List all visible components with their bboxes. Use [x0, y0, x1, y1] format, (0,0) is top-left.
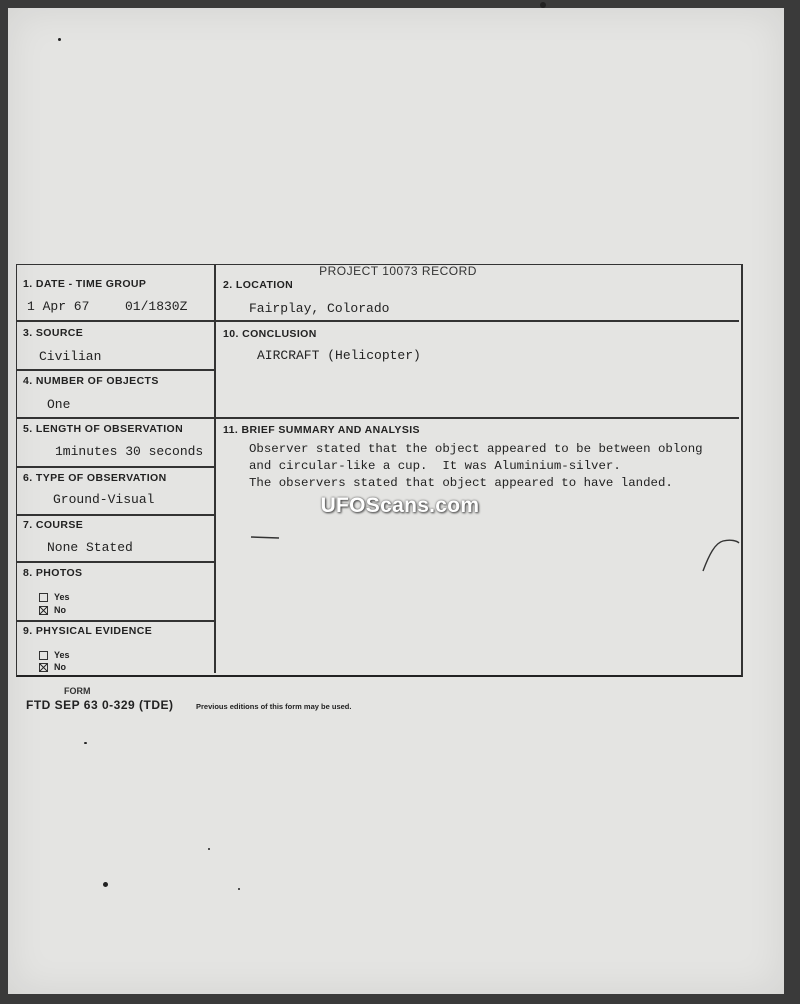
photos-yes-option: [39, 592, 70, 602]
course-value: None Stated: [47, 540, 133, 555]
location-label: 2. LOCATION: [223, 279, 294, 291]
photos-no-option: [39, 605, 66, 615]
evidence-no-checkbox: [39, 663, 48, 672]
summary-line-2: and circular-like a cup. It was Aluminium-silver.: [249, 459, 621, 473]
speck: [540, 2, 546, 8]
summary-line-3: The observers stated that object appeared to have landed.: [249, 476, 673, 490]
length-label: 5. LENGTH OF OBSERVATION: [23, 423, 184, 435]
speck: [84, 742, 87, 744]
evidence-label: 9. PHYSICAL EVIDENCE: [23, 625, 153, 637]
source-label: 3. SOURCE: [23, 327, 84, 339]
speck: [103, 882, 108, 887]
row-divider: [17, 620, 215, 622]
evidence-yes-label: Yes: [54, 650, 70, 660]
course-label: 7. COURSE: [23, 519, 84, 531]
speck: [208, 848, 210, 850]
photos-no-label: No: [54, 605, 66, 615]
row-divider: [17, 417, 739, 419]
speck: [238, 888, 240, 890]
photos-label: 8. PHOTOS: [23, 567, 83, 579]
location-value: Fairplay, Colorado: [249, 301, 390, 316]
record-form: [16, 264, 743, 677]
source-value: Civilian: [39, 349, 102, 364]
row-divider: [17, 514, 215, 516]
type-label: 6. TYPE OF OBSERVATION: [23, 472, 167, 484]
summary-label: 11. BRIEF SUMMARY AND ANALYSIS: [223, 424, 420, 436]
conclusion-value: AIRCRAFT (Helicopter): [257, 348, 421, 363]
date-value: 1 Apr 67: [27, 299, 90, 314]
evidence-no-option: [39, 662, 66, 672]
row-divider: [17, 320, 739, 322]
row-divider: [17, 466, 215, 468]
photos-yes-label: Yes: [54, 592, 70, 602]
conclusion-label: 10. CONCLUSION: [223, 328, 317, 340]
objects-label: 4. NUMBER OF OBJECTS: [23, 375, 159, 387]
date-time-label: 1. DATE - TIME GROUP: [23, 278, 147, 290]
row-divider: [17, 369, 215, 371]
photos-yes-checkbox: [39, 593, 48, 602]
pen-mark: [249, 533, 283, 541]
time-value: 01/1830Z: [125, 299, 188, 314]
footer-form-word: FORM: [64, 686, 91, 696]
evidence-no-label: No: [54, 662, 66, 672]
objects-value: One: [47, 397, 71, 412]
project-record-title: PROJECT 10073 RECORD: [319, 264, 477, 278]
evidence-yes-option: [39, 650, 70, 660]
watermark: UFOScans.com: [320, 494, 480, 517]
length-value: 1minutes 30 seconds: [55, 444, 204, 459]
footer-note: Previous editions of this form may be used.: [196, 702, 352, 711]
footer-form-id: FTD SEP 63 0-329 (TDE): [26, 698, 174, 712]
type-value: Ground-Visual: [53, 492, 155, 507]
speck: [58, 38, 61, 41]
column-divider: [214, 265, 216, 673]
photos-no-checkbox: [39, 606, 48, 615]
summary-line-1: Observer stated that the object appeared to be between oblong: [249, 442, 703, 456]
pen-stroke-mark: [701, 533, 741, 575]
row-divider: [17, 561, 215, 563]
evidence-yes-checkbox: [39, 651, 48, 660]
